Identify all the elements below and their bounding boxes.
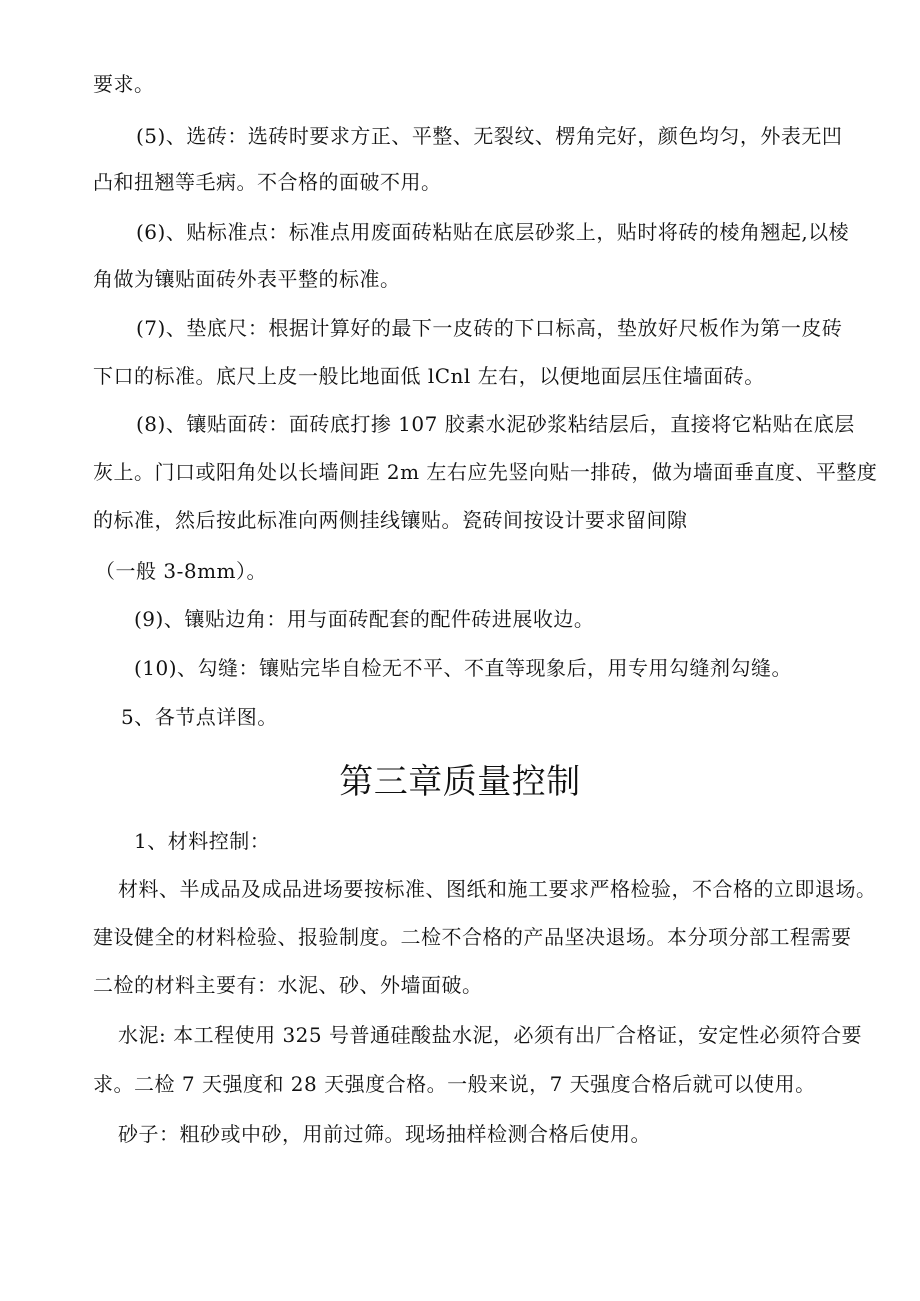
text-line: (9)、镶贴边角：用与面砖配套的配件砖进展收边。: [134, 607, 595, 631]
text-line: 砂子：粗砂或中砂，用前过筛。现场抽样检测合格后使用。: [118, 1122, 651, 1146]
text-line: 的标准，然后按此标准向两侧挂线镶贴。瓷砖间按设计要求留间隙: [93, 508, 688, 532]
text-line: (7)、垫底尺：根据计算好的最下一皮砖的下口标高，垫放好尺板作为第一皮砖: [136, 316, 843, 340]
text-line: 灰上。门口或阳角处以长墙间距 2m 左右应先竖向贴一排砖，做为墙面垂直度、平整度: [93, 460, 878, 484]
text-line: 1、材料控制：: [134, 829, 271, 853]
text-line: (5)、选砖：选砖时要求方正、平整、无裂纹、楞角完好，颜色均匀，外表无凹: [136, 124, 843, 148]
chapter-title: 第三章质量控制: [339, 762, 581, 802]
text-line: (8)、镶贴面砖：面砖底打掺 107 胶素水泥砂浆粘结层后，直接将它粘贴在底层: [136, 412, 855, 436]
text-line: 角做为镶贴面砖外表平整的标准。: [93, 267, 401, 291]
text-line: 求。二检 7 天强度和 28 天强度合格。一般来说，7 天强度合格后就可以使用。: [93, 1072, 816, 1096]
text-line: （一般 3-8mm）。: [95, 559, 267, 583]
text-line: 水泥: 本工程使用 325 号普通硅酸盐水泥，必须有出厂合格证，安定性必须符合要: [118, 1023, 862, 1047]
text-line: 二检的材料主要有：水泥、砂、外墙面破。: [93, 973, 483, 997]
text-line: 材料、半成品及成品进场要按标准、图纸和施工要求严格检验，不合格的立即退场。: [118, 877, 877, 901]
text-line: 下口的标准。底尺上皮一般比地面低 lCnl 左右，以便地面层压住墙面砖。: [93, 364, 765, 388]
text-line: (6)、贴标准点：标准点用废面砖粘贴在底层砂浆上，贴时将砖的棱角翘起,以棱: [136, 220, 850, 244]
text-line: 凸和扭翘等毛病。不合格的面破不用。: [93, 170, 442, 194]
text-line: 建设健全的材料检验、报验制度。二检不合格的产品坚决退场。本分项分部工程需要: [93, 925, 852, 949]
text-line: 5、各节点详图。: [121, 705, 278, 729]
text-line: 要求。: [93, 72, 155, 96]
text-line: (10)、勾缝：镶贴完毕自检无不平、不直等现象后，用专用勾缝剂勾缝。: [134, 656, 793, 680]
